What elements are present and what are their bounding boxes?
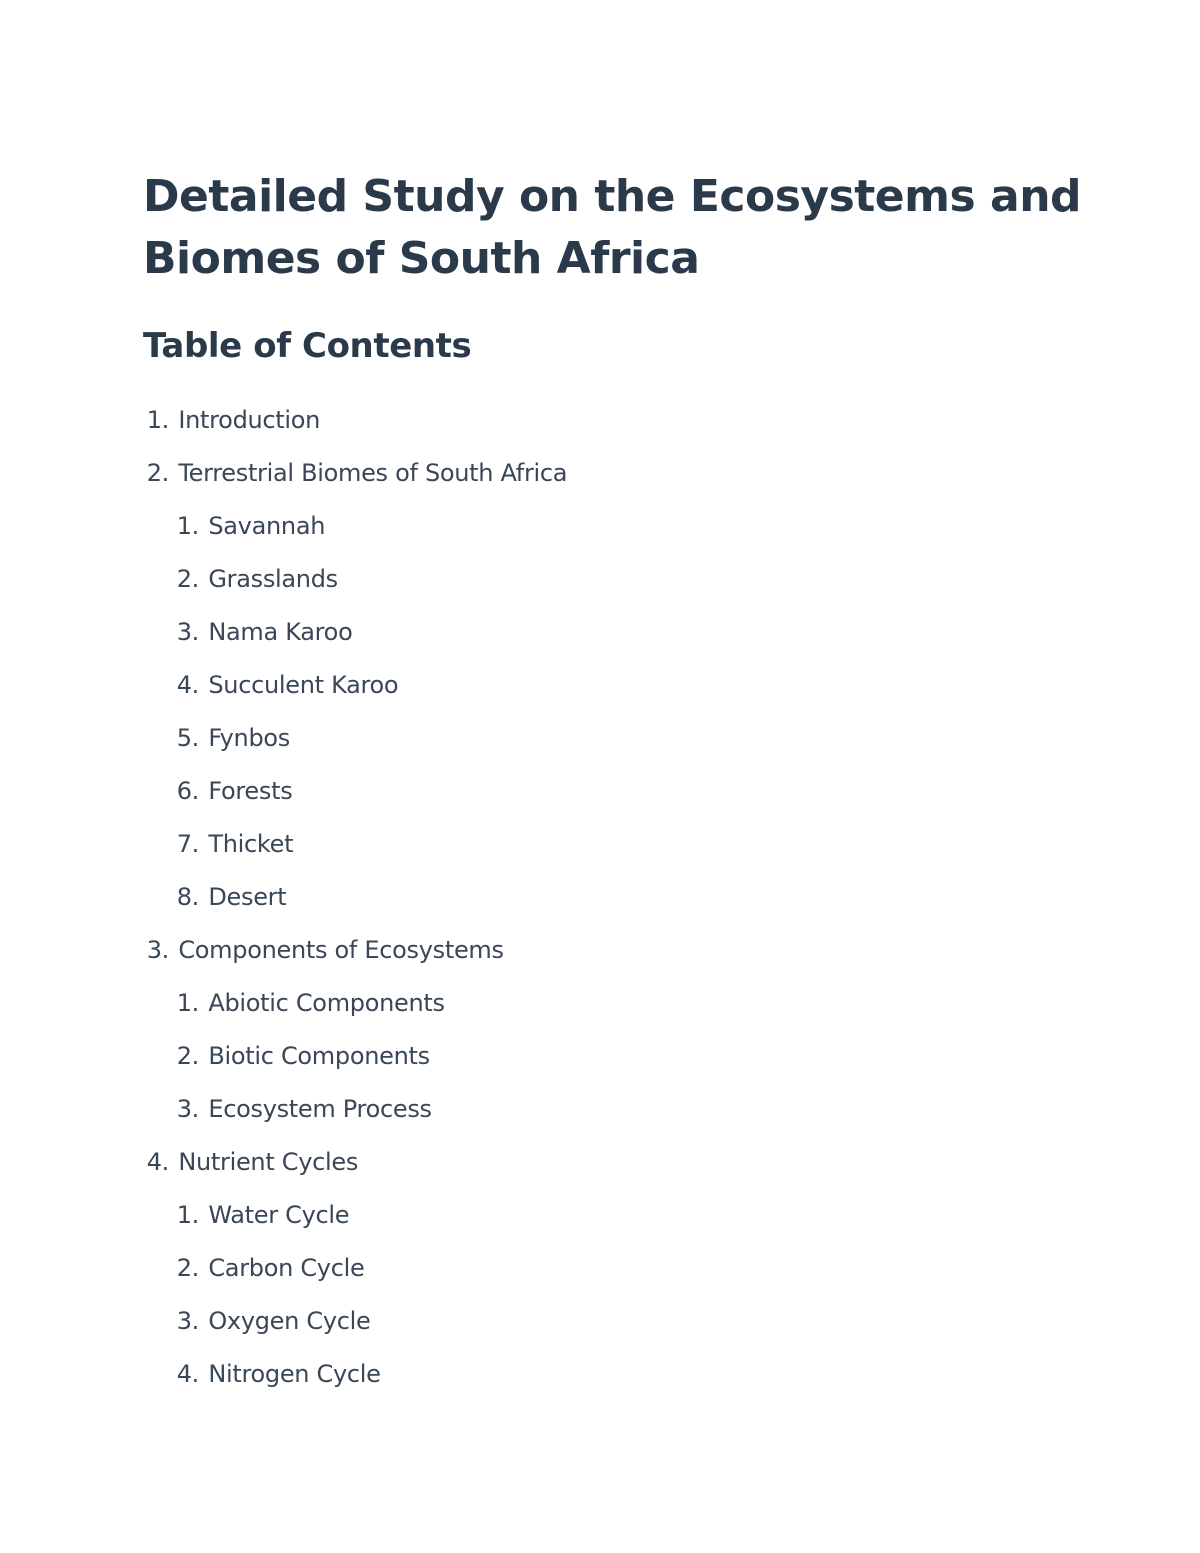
toc-item-label: Thicket bbox=[208, 830, 294, 858]
toc-subitem bbox=[143, 500, 1103, 553]
toc-item-number: 3. bbox=[176, 1307, 199, 1335]
table-of-contents bbox=[143, 394, 1103, 1401]
toc-item-label: Oxygen Cycle bbox=[208, 1307, 371, 1335]
toc-subitem bbox=[143, 606, 1103, 659]
toc-item-number: 2. bbox=[176, 1254, 199, 1282]
toc-item-number: 3. bbox=[176, 618, 199, 646]
toc-item bbox=[143, 924, 1103, 977]
toc-item bbox=[143, 447, 1103, 500]
toc-item-number: 1. bbox=[146, 406, 169, 434]
title-line-2: Biomes of South Africa bbox=[143, 233, 700, 284]
toc-item-number: 1. bbox=[176, 989, 199, 1017]
toc-item-number: 7. bbox=[176, 830, 199, 858]
toc-item-label: Carbon Cycle bbox=[208, 1254, 365, 1282]
toc-item-number: 2. bbox=[176, 1042, 199, 1070]
toc-item-label: Grasslands bbox=[208, 565, 338, 593]
toc-item-number: 6. bbox=[176, 777, 199, 805]
toc-item-label: Succulent Karoo bbox=[208, 671, 399, 699]
toc-item-label: Ecosystem Process bbox=[208, 1095, 432, 1123]
toc-subitem bbox=[143, 712, 1103, 765]
document-page bbox=[143, 166, 1103, 1401]
toc-subitem bbox=[143, 977, 1103, 1030]
toc-item bbox=[143, 394, 1103, 447]
page-title bbox=[143, 166, 1103, 290]
toc-item-number: 3. bbox=[176, 1095, 199, 1123]
toc-item-label: Nutrient Cycles bbox=[178, 1148, 359, 1176]
title-line-1: Detailed Study on the Ecosystems and bbox=[143, 171, 1082, 222]
toc-item-number: 1. bbox=[176, 1201, 199, 1229]
toc-heading: Table of Contents bbox=[143, 326, 472, 366]
toc-item-number: 2. bbox=[176, 565, 199, 593]
toc-item-label: Terrestrial Biomes of South Africa bbox=[178, 459, 568, 487]
toc-subitem bbox=[143, 1242, 1103, 1295]
toc-subitem bbox=[143, 765, 1103, 818]
toc-item-label: Fynbos bbox=[208, 724, 290, 752]
toc-item-number: 4. bbox=[176, 1360, 199, 1388]
toc-subitem bbox=[143, 818, 1103, 871]
toc-item-number: 1. bbox=[176, 512, 199, 540]
toc-item-label: Water Cycle bbox=[208, 1201, 350, 1229]
toc-subitem bbox=[143, 871, 1103, 924]
toc-subitem bbox=[143, 1030, 1103, 1083]
toc-item-label: Introduction bbox=[178, 406, 321, 434]
toc-item-label: Abiotic Components bbox=[208, 989, 445, 1017]
toc-subitem bbox=[143, 553, 1103, 606]
toc-item-label: Forests bbox=[208, 777, 293, 805]
toc-item bbox=[143, 1136, 1103, 1189]
toc-item-number: 4. bbox=[176, 671, 199, 699]
toc-subitem bbox=[143, 1083, 1103, 1136]
toc-item-label: Nitrogen Cycle bbox=[208, 1360, 381, 1388]
toc-subitem bbox=[143, 1348, 1103, 1401]
toc-item-number: 4. bbox=[146, 1148, 169, 1176]
toc-subitem bbox=[143, 659, 1103, 712]
toc-subitem bbox=[143, 1295, 1103, 1348]
toc-item-number: 5. bbox=[176, 724, 199, 752]
toc-item-number: 8. bbox=[176, 883, 199, 911]
toc-item-label: Biotic Components bbox=[208, 1042, 430, 1070]
toc-item-number: 3. bbox=[146, 936, 169, 964]
toc-item-label: Savannah bbox=[208, 512, 326, 540]
toc-subitem bbox=[143, 1189, 1103, 1242]
toc-item-label: Desert bbox=[208, 883, 287, 911]
toc-item-label: Nama Karoo bbox=[208, 618, 353, 646]
toc-item-number: 2. bbox=[146, 459, 169, 487]
toc-item-label: Components of Ecosystems bbox=[178, 936, 504, 964]
